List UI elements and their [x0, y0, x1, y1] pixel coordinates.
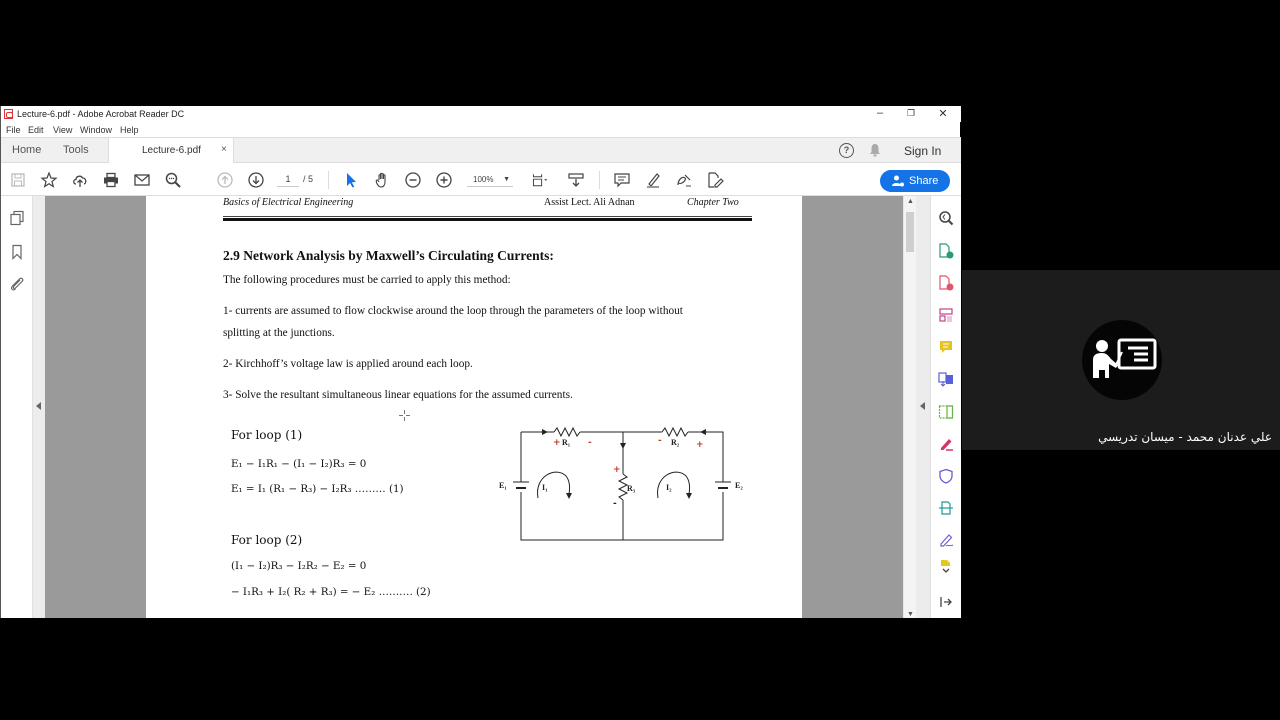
step-3: 3- Solve the resultant simultaneous linear equations for the assumed currents.: [223, 389, 573, 401]
comment-tool-icon[interactable]: [938, 339, 954, 355]
polarity-r2-plus: +: [696, 440, 704, 450]
page-header-chapter: Chapter Two: [687, 197, 739, 208]
header-rule-thick: [223, 218, 752, 221]
export-pdf-icon[interactable]: [938, 243, 954, 259]
print-icon[interactable]: [102, 171, 120, 189]
notifications-bell-icon[interactable]: [869, 143, 881, 157]
close-window-button[interactable]: ✕: [938, 108, 948, 120]
bookmark-star-icon[interactable]: [40, 171, 58, 189]
acrobat-app-icon: [4, 109, 13, 119]
loop-1-title: For loop (1): [231, 428, 303, 442]
menu-bar: [1, 122, 961, 137]
polarity-r1-minus: -: [588, 438, 592, 448]
share-button[interactable]: [880, 170, 950, 192]
step-2: 2- Kirchhoff’s voltage law is applied around each loop.: [223, 358, 473, 370]
chevron-down-icon: ▼: [503, 176, 510, 183]
upload-cloud-icon[interactable]: [71, 171, 89, 189]
tools-pane: [930, 196, 961, 618]
help-icon[interactable]: ?: [839, 143, 854, 158]
page-thumbnails-icon[interactable]: [9, 210, 25, 226]
window-title: Lecture-6.pdf - Adobe Acrobat Reader DC: [17, 109, 185, 119]
comment-icon[interactable]: [613, 171, 631, 189]
collapse-pane-icon[interactable]: [938, 594, 954, 610]
create-pdf-icon[interactable]: [938, 275, 954, 291]
combine-files-icon[interactable]: [938, 371, 954, 387]
polarity-r1-plus: +: [553, 438, 561, 448]
toolbar-divider: [599, 171, 600, 189]
edit-pdf-icon[interactable]: [938, 404, 954, 420]
menu-window[interactable]: Window: [80, 125, 113, 135]
minimize-button[interactable]: –: [876, 107, 884, 119]
label-r3: R₃: [627, 484, 636, 493]
loop-2-title: For loop (2): [231, 533, 303, 547]
fill-sign-tool-icon[interactable]: [938, 436, 954, 452]
menu-file[interactable]: File: [6, 125, 21, 135]
fill-sign-icon[interactable]: [706, 171, 724, 189]
bookmarks-icon[interactable]: [9, 244, 25, 260]
section-title: 2.9 Network Analysis by Maxwell’s Circulating Currents:: [223, 248, 554, 263]
toolbar: [1, 163, 961, 196]
collapse-left-arrow-icon: [36, 402, 41, 410]
label-i2: I₂: [666, 483, 672, 492]
tab-document[interactable]: [108, 138, 234, 164]
vertical-scrollbar[interactable]: [903, 196, 916, 618]
step-1-line-1: 1- currents are assumed to flow clockwise around the loop through the parameters of the loop without: [223, 305, 683, 317]
loop-1-equation-1: E₁ − I₁R₁ − (I₁ − I₂)R₃ = 0: [231, 458, 367, 470]
presenter-teacher-icon: [1082, 320, 1162, 400]
tab-home[interactable]: Home: [12, 144, 42, 156]
zoom-level-dropdown[interactable]: [467, 172, 513, 187]
fit-page-icon[interactable]: [529, 171, 551, 189]
close-tab-icon[interactable]: ×: [221, 144, 227, 155]
pdf-page: [146, 196, 802, 618]
label-r1: R₁: [562, 438, 571, 447]
menu-help[interactable]: Help: [120, 125, 139, 135]
protect-icon[interactable]: [938, 468, 954, 484]
request-signature-icon[interactable]: [938, 532, 954, 548]
circuit-diagram: [496, 426, 756, 546]
scan-ocr-icon[interactable]: [938, 500, 954, 516]
document-viewport[interactable]: [45, 196, 903, 618]
left-nav-pane: [1, 196, 33, 618]
save-icon[interactable]: [9, 171, 27, 189]
highlight-icon[interactable]: [644, 171, 662, 189]
scroll-down-icon[interactable]: ▼: [907, 611, 914, 618]
search-icon[interactable]: [164, 171, 182, 189]
avatar: [1082, 320, 1162, 400]
tab-tools[interactable]: Tools: [63, 144, 89, 156]
tab-bar: [1, 137, 961, 163]
sign-in-button[interactable]: Sign In: [904, 144, 942, 158]
zoom-level-value: 100%: [473, 175, 494, 184]
search-tools-icon[interactable]: [938, 210, 954, 226]
loop-2-equation-2: − I₁R₃ + I₂( R₂ + R₃) = − E₂ ………. (2): [231, 586, 431, 598]
page-down-icon[interactable]: [247, 171, 265, 189]
polarity-r3-plus: +: [613, 465, 621, 475]
intro-text: The following procedures must be carried to apply this method:: [223, 274, 511, 286]
left-pane-collapse-handle[interactable]: [33, 196, 45, 618]
label-e1: E₁: [499, 481, 507, 490]
loop-2-equation-1: (I₁ − I₂)R₃ − I₂R₂ − E₂ = 0: [231, 560, 367, 572]
collapse-right-arrow-icon: [920, 402, 925, 410]
menu-edit[interactable]: Edit: [28, 125, 44, 135]
header-rule-thin: [223, 216, 752, 217]
document-tab-label: Lecture-6.pdf: [142, 145, 201, 156]
page-total: / 5: [303, 174, 314, 184]
label-r2: R₂: [671, 438, 680, 447]
zoom-in-icon[interactable]: [435, 171, 453, 189]
page-up-icon[interactable]: [216, 171, 234, 189]
attachments-icon[interactable]: [9, 276, 25, 292]
add-person-icon: [892, 175, 904, 187]
label-i1: I₁: [542, 483, 548, 492]
label-e2: E₂: [735, 481, 743, 490]
polarity-r2-minus: -: [658, 436, 662, 446]
page-header-course: Basics of Electrical Engineering: [223, 197, 354, 208]
zoom-out-icon[interactable]: [404, 171, 422, 189]
right-pane-collapse-handle[interactable]: [916, 196, 930, 618]
polarity-r3-minus: -: [613, 499, 617, 509]
page-number-input[interactable]: 1: [277, 172, 299, 187]
scrollbar-thumb[interactable]: [906, 212, 914, 252]
restore-button[interactable]: ❐: [906, 108, 916, 118]
sign-icon[interactable]: [675, 171, 693, 189]
acrobat-window: [0, 106, 960, 618]
share-label: Share: [909, 175, 939, 187]
step-1-line-2: splitting at the junctions.: [223, 327, 335, 339]
email-icon[interactable]: [133, 171, 151, 189]
hand-icon[interactable]: [374, 171, 392, 189]
scroll-mode-icon[interactable]: [567, 171, 585, 189]
menu-view[interactable]: View: [53, 125, 73, 135]
crosshair-cursor-icon: [399, 410, 410, 421]
toolbar-divider: [328, 171, 329, 189]
scroll-up-icon[interactable]: ▲: [907, 198, 914, 205]
organize-pages-icon[interactable]: [938, 307, 954, 323]
participant-name: علي عدنان محمد - ميسان تدريسي: [1098, 430, 1272, 444]
page-header-author: Assist Lect. Ali Adnan: [544, 197, 635, 208]
select-cursor-icon[interactable]: [342, 171, 360, 189]
more-tools-icon[interactable]: [938, 558, 954, 574]
participant-video-tile[interactable]: [962, 270, 1280, 450]
loop-1-equation-2: E₁ = I₁ (R₁ − R₃) − I₂R₃ ……… (1): [231, 483, 404, 495]
title-bar: [1, 106, 961, 122]
